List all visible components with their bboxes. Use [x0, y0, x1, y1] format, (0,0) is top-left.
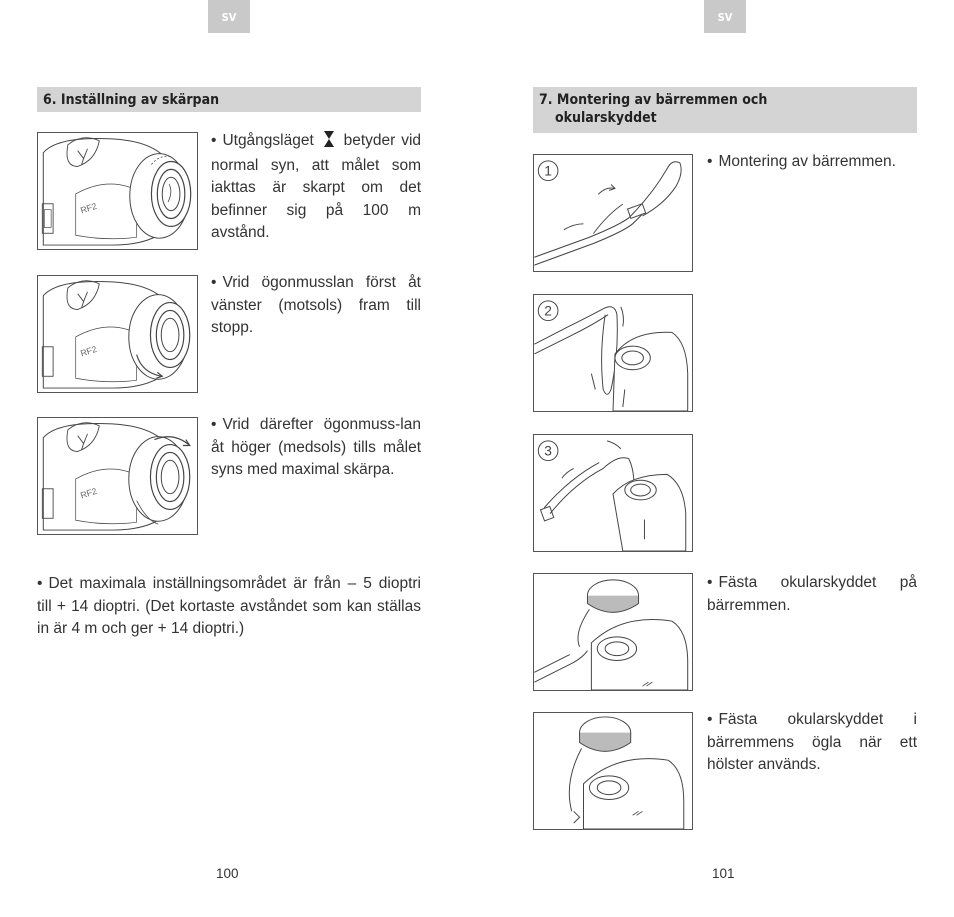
- bullet: •: [37, 575, 43, 592]
- page-number-left: 100: [216, 866, 239, 881]
- diopter-note: [37, 573, 421, 641]
- instruction-rotate-left: [211, 272, 421, 340]
- section-title-line-2: okularskyddet: [555, 110, 657, 126]
- instruction-rotate-right: [211, 414, 421, 482]
- figure-strap-step-3: [533, 434, 693, 552]
- device-label: RF2: [79, 485, 99, 501]
- instruction-text: Fästa okularskyddet på bärremmen.: [707, 574, 917, 614]
- language-label: SV: [221, 11, 237, 24]
- instruction-cover-holster: [707, 709, 917, 777]
- bullet: •: [707, 574, 713, 591]
- hourglass-symbol: [324, 131, 334, 155]
- language-tab-left: [208, 0, 250, 33]
- section-title-line-1: 7. Montering av bärremmen och: [539, 92, 768, 108]
- step-number: 2: [544, 303, 552, 319]
- figure-attach-eyepiece-cover: [533, 573, 693, 691]
- instruction-text: Vrid ögonmusslan först åt vänster (motsols) fram till stopp.: [211, 274, 421, 336]
- figure-cover-holster-loop: [533, 712, 693, 830]
- figure-rotate-left: [37, 275, 198, 393]
- section-title-strap: [533, 87, 917, 133]
- figure-rangefinder-initial: [37, 132, 198, 250]
- bullet: •: [707, 153, 713, 170]
- bullet: •: [211, 132, 217, 149]
- bullet: •: [707, 711, 713, 728]
- section-title-text: 6. Inställning av skärpan: [43, 92, 220, 108]
- section-title-focus: [37, 87, 421, 112]
- instruction-initial: [211, 130, 421, 245]
- bullet: •: [211, 416, 217, 433]
- instruction-text: Fästa okularskyddet i bärremmens ögla när ett hölster används.: [707, 711, 917, 773]
- instruction-text: Vrid därefter ögonmuss-lan åt höger (medsols) tills målet syns med maximal skärpa.: [211, 416, 421, 478]
- figure-strap-step-2: [533, 294, 693, 412]
- instruction-attach-cover: [707, 572, 917, 617]
- device-label: RF2: [79, 343, 99, 359]
- device-label: RF2: [79, 200, 99, 216]
- language-tab-right: [704, 0, 746, 33]
- step-number: 1: [544, 163, 552, 179]
- instruction-text: Montering av bärremmen.: [718, 153, 896, 170]
- instruction-text: Utgångsläget: [222, 132, 314, 149]
- bullet: •: [211, 274, 217, 291]
- note-text: Det maximala inställningsområdet är från – 5 dioptri till + 14 dioptri. (Det kortaste avståndet som kan ställas in är 4 m och ger + 14 dioptri.): [37, 575, 421, 637]
- step-number: 3: [544, 443, 552, 459]
- figure-strap-step-1: [533, 154, 693, 272]
- page-number-right: 101: [712, 866, 735, 881]
- instruction-mount-strap: [707, 151, 917, 174]
- figure-rotate-right: [37, 417, 198, 535]
- language-label: SV: [717, 11, 733, 24]
- instruction-text: betyder vid normal syn, att målet som iakttas är skarpt om det befinner sig på 100 m avstånd.: [211, 132, 422, 241]
